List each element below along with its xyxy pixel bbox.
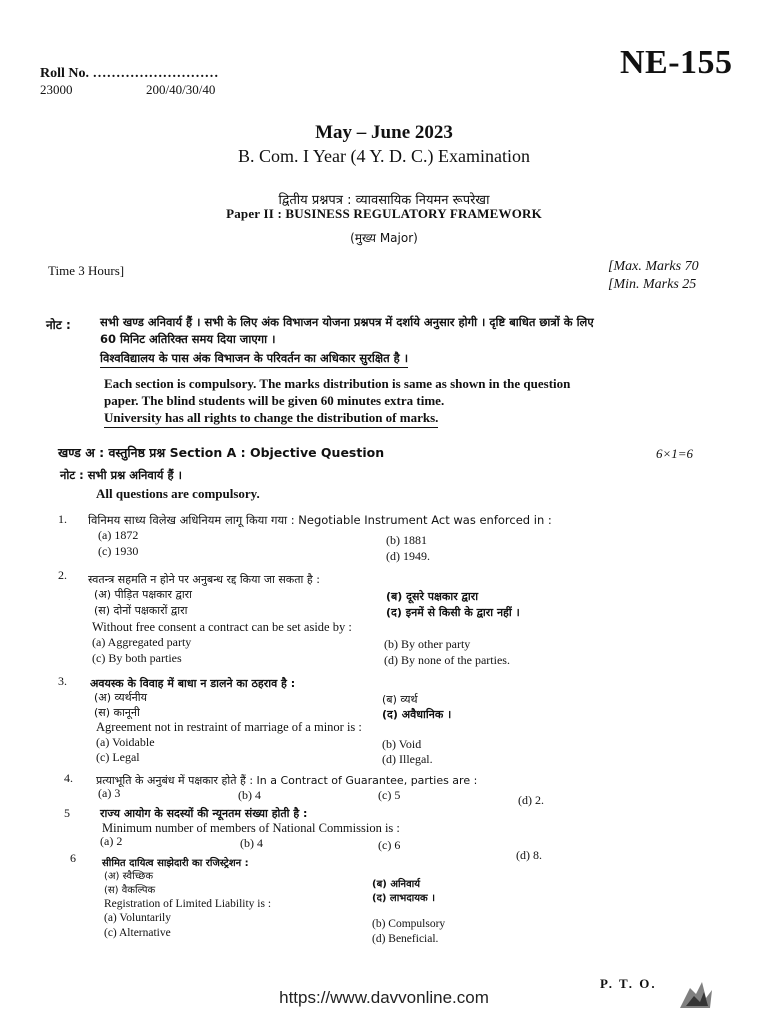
option-c: (c) Alternative (104, 927, 171, 939)
option-c: (c) 5 (378, 788, 401, 802)
paper-title-hindi: द्वितीय प्रश्नपत्र : व्यावसायिक नियमन रूपरेखा (278, 193, 490, 208)
question-number: 5 (64, 806, 70, 820)
question-text-hindi: राज्य आयोग के सदस्यों की न्यूनतम संख्या होती है : (100, 807, 308, 820)
note-label: नोट : (46, 318, 71, 332)
option-hindi-a: (अ) पीड़ित पक्षकार द्वारा (94, 588, 193, 601)
question-number: 3. (58, 674, 67, 688)
exam-session: May – June 2023 (315, 122, 453, 143)
option-c: (c) By both parties (92, 651, 182, 665)
section-a-marks: 6×1=6 (656, 446, 694, 461)
question-text-english: Minimum number of members of National Commission is : (102, 821, 400, 835)
option-a: (a) Voidable (96, 735, 155, 749)
section-a-heading: खण्ड अ : वस्तुनिष्ठ प्रश्न Section A : Objective Question (58, 445, 385, 460)
exam-code-left: 23000 (40, 82, 73, 97)
option-d: (d) 2. (518, 793, 544, 807)
option-d: (d) 8. (516, 848, 542, 862)
option-d: (d) Beneficial. (372, 933, 439, 945)
option-a: (a) 2 (100, 834, 123, 848)
question-number: 6 (70, 851, 76, 865)
option-hindi-b: (ब) व्यर्थ (382, 693, 418, 706)
option-hindi-a: (अ) व्यर्थनीय (94, 691, 147, 704)
option-a: (a) Aggregated party (92, 635, 192, 649)
option-b: (b) By other party (384, 637, 471, 651)
note-english-line: paper. The blind students will be given 60 minutes extra time. (104, 393, 445, 408)
note-hindi-line: 60 मिनिट अतिरिक्त समय दिया जाएगा । (100, 332, 276, 346)
option-c: (c) 1930 (98, 544, 139, 558)
option-b: (b) Compulsory (372, 918, 446, 930)
option-d: (d) By none of the parties. (384, 653, 510, 667)
option-a: (a) Voluntarily (104, 912, 171, 924)
pto-marker: P. T. O. (600, 976, 657, 991)
note-hindi-line: सभी खण्ड अनिवार्य हैं । सभी के लिए अंक विभाजन योजना प्रश्नपत्र में दर्शाये अनुसार होगी । दृष्टि बाधित छात्रों के लिए (100, 315, 594, 329)
question-text: प्रत्याभूति के अनुबंध में पक्षकार होते हैं : In a Contract of Guarantee, parties are : (96, 774, 478, 787)
option-b: (b) 4 (238, 788, 261, 802)
question-text-english: Registration of Limited Liability is : (104, 898, 272, 910)
paper-title-english: Paper II : BUSINESS REGULATORY FRAMEWORK (226, 206, 542, 221)
question-text-english: Agreement not in restraint of marriage of a minor is : (96, 720, 362, 734)
question-number: 1. (58, 512, 67, 526)
option-c: (c) 6 (378, 838, 401, 852)
option-hindi-a: (अ) स्वैच्छिक (104, 871, 154, 882)
paper-type: (मुख्य Major) (350, 231, 418, 245)
option-hindi-d: (द) अवैधानिक । (382, 708, 452, 721)
exam-title: B. Com. I Year (4 Y. D. C.) Examination (238, 146, 530, 166)
section-note-english: All questions are compulsory. (96, 486, 260, 501)
option-hindi-c: (स) कानूनी (94, 706, 140, 719)
question-text-hindi: अवयस्क के विवाह में बाधा न डालने का ठहराव है : (90, 677, 296, 690)
option-b: (b) 4 (240, 836, 263, 850)
option-b: (b) 1881 (386, 533, 427, 547)
section-note-hindi: नोट : सभी प्रश्न अनिवार्य हैं । (60, 468, 182, 482)
option-a: (a) 1872 (98, 528, 139, 542)
question-text-english: Without free consent a contract can be set aside by : (92, 620, 352, 634)
roll-number-field: Roll No. ……………………… (40, 66, 219, 81)
question-number: 4. (64, 771, 73, 785)
note-english-line: University has all rights to change the distribution of marks. (104, 410, 438, 428)
question-text-hindi: स्वतन्त्र सहमति न होने पर अनुबन्ध रद्द किया जा सकता है : (88, 573, 320, 586)
min-marks: [Min. Marks 25 (608, 277, 697, 292)
option-hindi-c: (स) वैकल्पिक (104, 885, 156, 896)
option-d: (d) 1949. (386, 549, 430, 563)
option-hindi-b: (ब) दूसरे पक्षकार द्वारा (386, 590, 479, 603)
exam-time: Time 3 Hours] (48, 263, 125, 278)
option-hindi-b: (ब) अनिवार्य (372, 879, 421, 890)
exam-code-right: 200/40/30/40 (146, 82, 216, 97)
source-url-link[interactable]: https://www.davvonline.com (279, 988, 489, 1007)
question-text-hindi: सीमित दायित्व साझेदारी का रजिस्ट्रेशन : (102, 858, 249, 869)
question-number: 2. (58, 568, 67, 582)
option-c: (c) Legal (96, 750, 140, 764)
option-d: (d) Illegal. (382, 752, 433, 766)
option-hindi-d: (द) इनमें से किसी के द्वारा नहीं । (386, 606, 520, 619)
max-marks: [Max. Marks 70 (608, 259, 699, 274)
option-b: (b) Void (382, 737, 422, 751)
paper-code: NE-155 (620, 44, 733, 81)
option-hindi-d: (द) लाभदायक । (372, 893, 435, 904)
note-english-line: Each section is compulsory. The marks distribution is same as shown in the question (104, 376, 571, 391)
note-hindi-line: विश्वविद्यालय के पास अंक विभाजन के परिवर्तन का अधिकार सुरक्षित है । (100, 351, 408, 368)
question-text: विनिमय साध्य विलेख अधिनियम लागू किया गया : Negotiable Instrument Act was enforced in : (88, 513, 552, 527)
option-hindi-c: (स) दोनों पक्षकारों द्वारा (94, 604, 188, 617)
option-a: (a) 3 (98, 786, 121, 800)
